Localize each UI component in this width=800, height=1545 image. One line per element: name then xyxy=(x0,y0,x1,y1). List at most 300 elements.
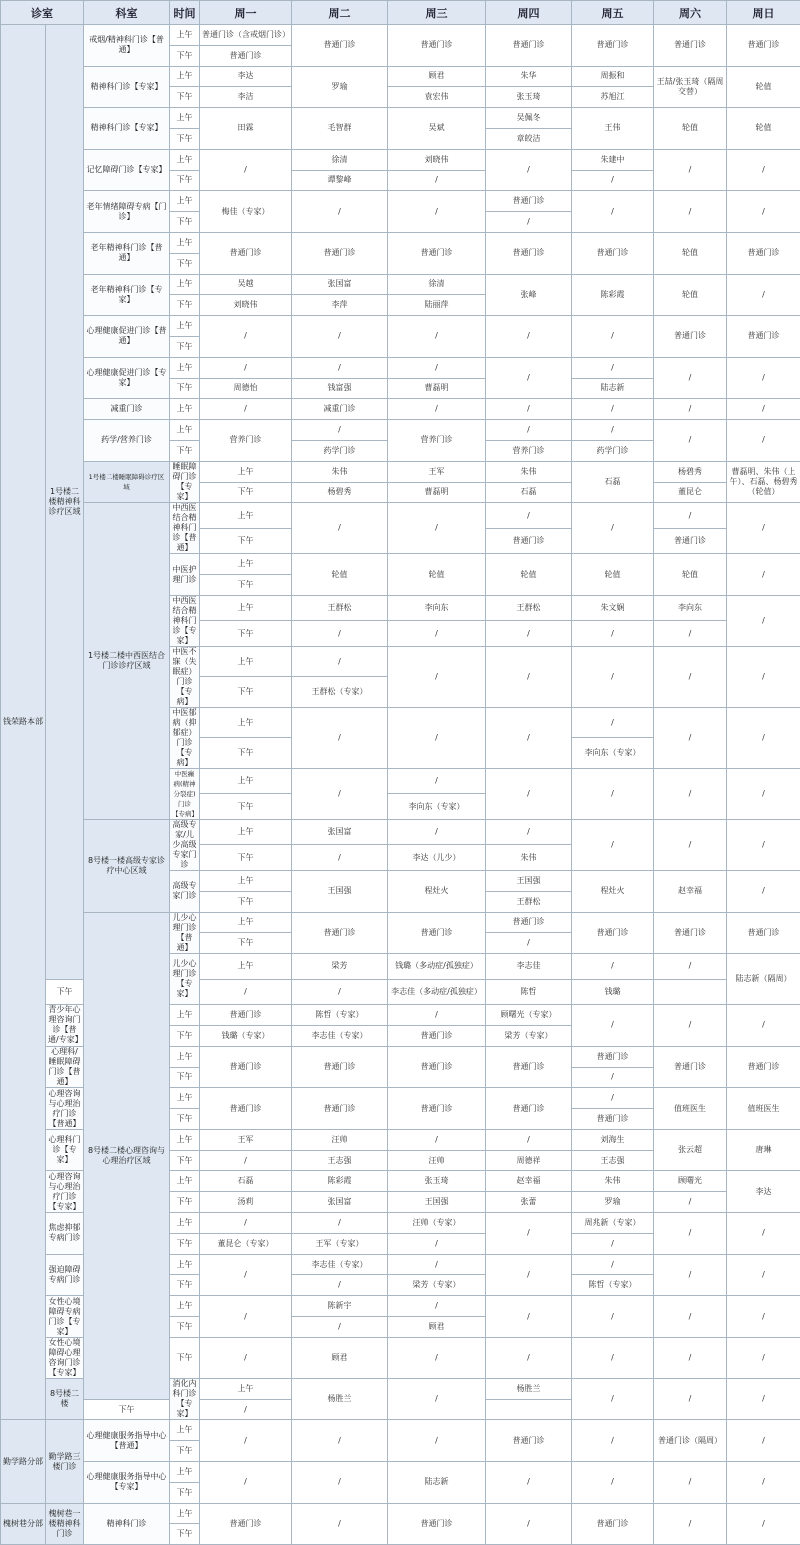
time-cell: 下午 xyxy=(170,1233,200,1254)
schedule-cell: 王伟 xyxy=(572,108,654,150)
schedule-cell: 顾曙光（专家） xyxy=(486,1005,572,1026)
schedule-cell: / xyxy=(654,1503,727,1545)
time-cell: 上午 xyxy=(200,503,292,529)
schedule-cell: 周德祥 xyxy=(486,1150,572,1171)
schedule-row xyxy=(1,1420,800,1441)
schedule-cell: / xyxy=(572,1462,654,1504)
schedule-cell: 刘晓伟 xyxy=(388,149,486,170)
schedule-cell: 曹磊明、朱伟（上午）、石磊、杨碧秀（轮值） xyxy=(727,461,800,503)
schedule-cell: 徐清 xyxy=(388,274,486,295)
schedule-cell: 张国富 xyxy=(292,274,388,295)
schedule-cell: / xyxy=(654,1378,727,1420)
schedule-cell: 普通门诊 xyxy=(388,1046,486,1088)
schedule-cell: 普通门诊 xyxy=(654,1046,727,1088)
schedule-cell: / xyxy=(200,1296,292,1338)
schedule-cell: 梁芳（专家） xyxy=(388,1275,486,1296)
schedule-cell: 董昆仑 xyxy=(654,482,727,503)
time-cell: 上午 xyxy=(170,1005,200,1026)
header-wednesday: 周三 xyxy=(388,1,486,25)
schedule-cell: 赵幸福 xyxy=(654,870,727,912)
schedule-cell: 轮值 xyxy=(654,274,727,316)
department-cell: 心理科/睡眠障碍门诊【普通】 xyxy=(46,1046,84,1088)
schedule-cell: / xyxy=(200,399,292,420)
time-cell: 上午 xyxy=(200,1378,292,1399)
schedule-cell: / xyxy=(572,1067,654,1088)
time-cell: 下午 xyxy=(84,1399,170,1420)
schedule-cell: 值班医生 xyxy=(727,1088,800,1130)
schedule-cell: 普通门诊 xyxy=(200,1005,292,1026)
schedule-cell: / xyxy=(200,1213,292,1234)
schedule-cell: / xyxy=(486,621,572,647)
schedule-cell: 王喆/张玉琦（隔周交替） xyxy=(654,66,727,108)
schedule-cell: / xyxy=(654,819,727,870)
schedule-cell: / xyxy=(572,1254,654,1275)
schedule-cell: 张峰 xyxy=(486,274,572,316)
schedule-cell: 徐清 xyxy=(292,149,388,170)
schedule-cell: 钱璐（多动症/孤独症） xyxy=(388,954,486,980)
time-cell: 下午 xyxy=(170,170,200,191)
department-cell: 老年情绪障碍专病【门诊】 xyxy=(84,191,170,233)
department-cell: 戒烟/精神科门诊【普通】 xyxy=(84,25,170,67)
schedule-cell: 王国强 xyxy=(388,1192,486,1213)
schedule-cell: 轮值 xyxy=(572,554,654,596)
schedule-cell: 石磊 xyxy=(200,1171,292,1192)
time-cell: 下午 xyxy=(170,1192,200,1213)
department-cell: 老年精神科门诊【普通】 xyxy=(84,232,170,274)
time-cell: 下午 xyxy=(200,794,292,820)
schedule-cell: / xyxy=(388,1378,486,1420)
schedule-cell: / xyxy=(727,768,800,819)
schedule-cell: 周兆新（专家） xyxy=(572,1213,654,1234)
time-cell: 下午 xyxy=(170,1317,200,1338)
schedule-cell: / xyxy=(388,1005,486,1026)
schedule-cell: / xyxy=(200,1150,292,1171)
schedule-cell: 药学门诊 xyxy=(292,440,388,461)
schedule-cell: / xyxy=(200,1399,292,1420)
schedule-cell: / xyxy=(727,1462,800,1504)
department-cell: 中医不寐（失眠症）门诊【专病】 xyxy=(170,646,200,707)
schedule-cell: 普通门诊 xyxy=(200,1046,292,1088)
schedule-cell: 章皎洁 xyxy=(486,128,572,149)
schedule-cell: / xyxy=(727,1503,800,1545)
time-cell: 上午 xyxy=(170,149,200,170)
time-cell: 上午 xyxy=(200,870,292,891)
header-time: 时间 xyxy=(170,1,200,25)
schedule-cell: 陈哲（专家） xyxy=(292,1005,388,1026)
schedule-cell: 程灶火 xyxy=(572,870,654,912)
header-tuesday: 周二 xyxy=(292,1,388,25)
time-cell: 下午 xyxy=(200,933,292,954)
schedule-cell: / xyxy=(654,357,727,399)
time-cell: 下午 xyxy=(200,891,292,912)
schedule-cell: 朱华 xyxy=(486,66,572,87)
schedule-cell: 普通门诊 xyxy=(654,316,727,358)
schedule-cell: 轮值 xyxy=(727,108,800,150)
area-cell: 1号楼二楼睡眠障碍诊疗区域 xyxy=(84,461,170,503)
schedule-cell: 毛智群 xyxy=(292,108,388,150)
campus-cell: 钱荣路本部 xyxy=(1,25,46,1420)
schedule-cell: 曹磊明 xyxy=(388,378,486,399)
department-cell: 中医郁病（抑郁症）门诊【专病】 xyxy=(170,707,200,768)
time-cell: 下午 xyxy=(200,528,292,554)
schedule-cell: 王志强 xyxy=(292,1150,388,1171)
schedule-cell: 刘海生 xyxy=(572,1129,654,1150)
schedule-cell: / xyxy=(572,1005,654,1047)
schedule-cell: / xyxy=(727,819,800,870)
schedule-cell: 普通门诊 xyxy=(292,25,388,67)
schedule-cell: / xyxy=(654,1462,727,1504)
area-cell: 勤学路三楼门诊 xyxy=(46,1420,84,1503)
department-cell: 女性心境障碍心理咨询门诊【专家】 xyxy=(46,1337,84,1378)
schedule-cell: 王群松 xyxy=(486,891,572,912)
schedule-cell: 朱伟 xyxy=(486,461,572,482)
schedule-cell: 普通门诊 xyxy=(486,912,572,933)
time-cell: 上午 xyxy=(170,1296,200,1317)
time-cell: 上午 xyxy=(170,1254,200,1275)
schedule-cell: / xyxy=(486,768,572,819)
time-cell: 上午 xyxy=(200,646,292,677)
schedule-cell: 汪帅（专家） xyxy=(388,1213,486,1234)
schedule-cell: / xyxy=(292,845,388,871)
schedule-cell: 李志佳（专家） xyxy=(292,1025,388,1046)
schedule-cell: 王军（专家） xyxy=(292,1233,388,1254)
schedule-cell: / xyxy=(486,1254,572,1296)
schedule-cell: 普通门诊 xyxy=(654,912,727,954)
schedule-row xyxy=(1,461,800,482)
schedule-cell: / xyxy=(572,1337,654,1378)
header-clinic-area: 诊室 xyxy=(1,1,84,25)
time-cell: 下午 xyxy=(200,575,292,596)
time-cell: 下午 xyxy=(170,128,200,149)
time-cell: 下午 xyxy=(170,1067,200,1088)
header-thursday: 周四 xyxy=(486,1,572,25)
department-cell: 中西医结合精神科门诊【专家】 xyxy=(170,595,200,646)
area-cell: 8号楼二楼心理咨询与心理治疗区域 xyxy=(84,912,170,1399)
schedule-cell: 杨胜兰 xyxy=(292,1378,388,1420)
schedule-cell: 朱伟 xyxy=(292,461,388,482)
area-cell: 1号楼二楼精神科诊疗区域 xyxy=(46,25,84,980)
department-cell: 儿少心理门诊【专家】 xyxy=(170,954,200,1005)
schedule-row xyxy=(1,399,800,420)
department-cell: 高级专家门诊 xyxy=(170,870,200,912)
department-cell: 心理健康促进门诊【普通】 xyxy=(84,316,170,358)
schedule-cell: 值班医生 xyxy=(654,1088,727,1130)
schedule-cell: / xyxy=(654,503,727,529)
schedule-cell: 轮值 xyxy=(388,554,486,596)
schedule-cell: 轮值 xyxy=(654,554,727,596)
area-cell: 槐树巷一楼精神科门诊 xyxy=(46,1503,84,1545)
schedule-cell: 顾君 xyxy=(388,66,486,87)
time-cell: 上午 xyxy=(200,819,292,845)
schedule-cell: 普通门诊 xyxy=(388,232,486,274)
schedule-cell: / xyxy=(292,768,388,819)
schedule-cell: 普通门诊 xyxy=(200,1088,292,1130)
schedule-cell: 普通门诊 xyxy=(292,232,388,274)
department-cell: 老年精神科门诊【专家】 xyxy=(84,274,170,316)
time-cell: 上午 xyxy=(200,912,292,933)
schedule-cell: / xyxy=(388,1254,486,1275)
schedule-cell: / xyxy=(292,420,388,441)
schedule-cell: / xyxy=(572,1420,654,1462)
schedule-cell: / xyxy=(654,1213,727,1255)
schedule-cell: / xyxy=(486,819,572,845)
schedule-cell: 田霖 xyxy=(200,108,292,150)
schedule-cell: 梁芳（专家） xyxy=(486,1025,572,1046)
schedule-cell: 营养门诊 xyxy=(388,420,486,462)
schedule-cell: / xyxy=(486,316,572,358)
schedule-cell: / xyxy=(572,170,654,191)
schedule-cell: / xyxy=(292,1462,388,1504)
schedule-cell: 减重门诊 xyxy=(292,399,388,420)
schedule-cell: 张玉琦 xyxy=(486,87,572,108)
schedule-cell: 钱璐（专家） xyxy=(200,1025,292,1046)
schedule-cell: / xyxy=(486,399,572,420)
department-cell: 中医护理门诊 xyxy=(170,554,200,596)
schedule-cell: 普通门诊 xyxy=(727,25,800,67)
schedule-cell: 王志强 xyxy=(572,1150,654,1171)
campus-cell: 槐树巷分部 xyxy=(1,1503,46,1545)
schedule-cell: 普通门诊 xyxy=(572,25,654,67)
schedule-cell: 朱文娴 xyxy=(572,595,654,621)
schedule-cell: 朱伟 xyxy=(572,1171,654,1192)
schedule-cell: 普通门诊 xyxy=(654,25,727,67)
schedule-cell: / xyxy=(727,1005,800,1047)
time-cell: 下午 xyxy=(170,1275,200,1296)
schedule-cell: / xyxy=(572,1296,654,1338)
schedule-cell: / xyxy=(486,149,572,191)
schedule-row xyxy=(1,108,800,129)
schedule-cell: 张蕾 xyxy=(486,1192,572,1213)
schedule-cell: 袁宏伟 xyxy=(388,87,486,108)
schedule-cell: / xyxy=(486,420,572,441)
schedule-cell: / xyxy=(572,954,654,980)
schedule-cell: 李达 xyxy=(727,1171,800,1213)
schedule-cell: 轮值 xyxy=(727,66,800,108)
schedule-row xyxy=(1,912,800,933)
schedule-cell: 普通门诊 xyxy=(388,1025,486,1046)
schedule-cell: / xyxy=(727,595,800,646)
schedule-cell: 普通门诊 xyxy=(486,1420,572,1462)
schedule-cell: 钱璐 xyxy=(572,979,654,1005)
schedule-cell: / xyxy=(654,646,727,707)
schedule-cell: 李洁 xyxy=(200,87,292,108)
schedule-body xyxy=(1,25,800,1545)
schedule-cell: / xyxy=(486,357,572,399)
time-cell: 上午 xyxy=(170,1088,200,1109)
schedule-cell: / xyxy=(486,1296,572,1338)
schedule-cell: / xyxy=(200,1337,292,1378)
schedule-cell: / xyxy=(572,768,654,819)
time-cell: 下午 xyxy=(170,295,200,316)
schedule-cell: / xyxy=(654,621,727,647)
schedule-cell: / xyxy=(200,316,292,358)
schedule-cell: / xyxy=(572,621,654,647)
schedule-cell: / xyxy=(486,1129,572,1150)
schedule-cell: / xyxy=(727,1213,800,1255)
time-cell: 上午 xyxy=(170,108,200,129)
schedule-cell: 普通门诊 xyxy=(727,316,800,358)
schedule-cell: 罗瑜 xyxy=(292,66,388,108)
schedule-cell: 普通门诊 xyxy=(572,1109,654,1130)
schedule-cell: 普通门诊 xyxy=(572,912,654,954)
schedule-cell: / xyxy=(292,1213,388,1234)
schedule-cell: / xyxy=(292,191,388,233)
schedule-cell: / xyxy=(486,646,572,707)
department-cell: 女性心境障碍专病门诊【专家】 xyxy=(46,1296,84,1338)
schedule-row xyxy=(1,66,800,87)
schedule-cell: / xyxy=(292,1275,388,1296)
schedule-cell: 王军 xyxy=(388,461,486,482)
schedule-cell: / xyxy=(388,707,486,768)
time-cell: 下午 xyxy=(170,336,200,357)
schedule-cell: 刘晓伟 xyxy=(200,295,292,316)
header-department: 科室 xyxy=(84,1,170,25)
schedule-cell: / xyxy=(654,1337,727,1378)
schedule-cell: 王国强 xyxy=(292,870,388,912)
schedule-cell: / xyxy=(200,149,292,191)
schedule-cell: 普通门诊 xyxy=(572,232,654,274)
schedule-cell: / xyxy=(486,1213,572,1255)
schedule-cell: 轮值 xyxy=(654,232,727,274)
schedule-cell: 普通门诊（含戒烟门诊） xyxy=(200,25,292,46)
schedule-cell: / xyxy=(388,357,486,378)
schedule-cell: / xyxy=(727,357,800,399)
schedule-cell: 李达 xyxy=(200,66,292,87)
time-cell: 上午 xyxy=(170,1046,200,1067)
header-row xyxy=(1,1,800,25)
schedule-row xyxy=(1,191,800,212)
schedule-row xyxy=(1,149,800,170)
department-cell: 睡眠障碍门诊【专家】 xyxy=(170,461,200,503)
time-cell: 上午 xyxy=(200,707,292,738)
time-cell: 上午 xyxy=(170,1171,200,1192)
schedule-cell: / xyxy=(727,503,800,554)
schedule-row xyxy=(1,25,800,46)
schedule-cell: 普通门诊 xyxy=(200,1503,292,1545)
schedule-cell: 汪帅 xyxy=(292,1129,388,1150)
schedule-cell: 李向东（专家） xyxy=(572,738,654,769)
time-cell: 下午 xyxy=(170,1441,200,1462)
schedule-cell: 顾君 xyxy=(388,1317,486,1338)
schedule-cell: / xyxy=(572,191,654,233)
time-cell: 上午 xyxy=(170,1213,200,1234)
schedule-cell: 唐琳 xyxy=(727,1129,800,1171)
time-cell: 上午 xyxy=(200,954,292,980)
schedule-cell: 普通门诊 xyxy=(727,1046,800,1088)
time-cell: 下午 xyxy=(200,621,292,647)
area-cell: 8号楼二楼 xyxy=(46,1378,84,1420)
schedule-cell: / xyxy=(388,170,486,191)
time-cell: 上午 xyxy=(170,399,200,420)
schedule-cell: 陈哲 xyxy=(486,979,572,1005)
schedule-cell: / xyxy=(654,707,727,768)
schedule-cell: / xyxy=(388,1296,486,1317)
schedule-cell: / xyxy=(572,357,654,378)
department-cell: 中医癫病(精神分裂症)门诊【专病】 xyxy=(170,768,200,819)
schedule-cell: / xyxy=(654,954,727,980)
schedule-cell: / xyxy=(727,274,800,316)
schedule-cell: 李志佳（专家） xyxy=(292,1254,388,1275)
time-cell: 下午 xyxy=(200,482,292,503)
schedule-cell: 王国强 xyxy=(486,870,572,891)
time-cell: 下午 xyxy=(200,738,292,769)
schedule-cell: 王军 xyxy=(200,1129,292,1150)
schedule-cell: / xyxy=(388,1420,486,1462)
time-cell: 上午 xyxy=(170,232,200,253)
schedule-cell: / xyxy=(388,191,486,233)
schedule-cell: 李向东 xyxy=(388,595,486,621)
schedule-cell: 李达（儿少） xyxy=(388,845,486,871)
department-cell: 心理咨询与心理治疗门诊【专家】 xyxy=(46,1171,84,1213)
schedule-cell: / xyxy=(388,399,486,420)
schedule-cell: / xyxy=(727,399,800,420)
schedule-cell: / xyxy=(654,768,727,819)
schedule-cell: 普通门诊 xyxy=(486,1046,572,1088)
schedule-row xyxy=(1,1462,800,1483)
schedule-cell: / xyxy=(727,707,800,768)
time-cell: 上午 xyxy=(200,768,292,794)
department-cell: 青少年心理咨询门诊【普通/专家】 xyxy=(46,1005,84,1047)
schedule-cell: / xyxy=(388,646,486,707)
schedule-cell: / xyxy=(292,503,388,554)
schedule-cell: 李向东（专家） xyxy=(388,794,486,820)
schedule-cell: 陈哲（专家） xyxy=(572,1275,654,1296)
schedule-cell: 陆丽萍 xyxy=(388,295,486,316)
department-cell: 强迫障碍专病门诊 xyxy=(46,1254,84,1296)
schedule-cell: / xyxy=(654,191,727,233)
schedule-cell: / xyxy=(727,1420,800,1462)
schedule-cell: 杨胜兰 xyxy=(486,1378,572,1399)
schedule-cell: / xyxy=(727,870,800,912)
schedule-cell: / xyxy=(727,646,800,707)
schedule-cell: / xyxy=(654,399,727,420)
schedule-cell: 钱富强 xyxy=(292,378,388,399)
schedule-cell: 普通门诊 xyxy=(727,912,800,954)
schedule-cell: 李志佳 xyxy=(486,954,572,980)
schedule-row xyxy=(1,503,800,529)
schedule-cell: / xyxy=(388,1337,486,1378)
schedule-row xyxy=(1,357,800,378)
time-cell: 下午 xyxy=(170,1109,200,1130)
schedule-cell: / xyxy=(486,1337,572,1378)
schedule-cell: 普通门诊 xyxy=(388,1503,486,1545)
department-cell: 焦虑抑郁专病门诊 xyxy=(46,1213,84,1255)
time-cell: 上午 xyxy=(170,357,200,378)
time-cell: 下午 xyxy=(170,440,200,461)
department-cell: 高级专家/儿少高级专家门诊 xyxy=(170,819,200,870)
schedule-cell: 营养门诊 xyxy=(200,420,292,462)
department-cell: 精神科门诊 xyxy=(84,1503,170,1545)
schedule-cell: / xyxy=(388,316,486,358)
schedule-row xyxy=(1,316,800,337)
schedule-cell: 陈彩霞 xyxy=(572,274,654,316)
schedule-cell: 普通门诊 xyxy=(486,191,572,212)
schedule-cell: / xyxy=(292,646,388,677)
time-cell: 上午 xyxy=(170,420,200,441)
schedule-cell: 朱伟 xyxy=(486,845,572,871)
schedule-cell: / xyxy=(486,212,572,233)
schedule-cell: 普通门诊 xyxy=(727,232,800,274)
schedule-cell: 董昆仑（专家） xyxy=(200,1233,292,1254)
schedule-cell: / xyxy=(200,1420,292,1462)
time-cell: 下午 xyxy=(170,45,200,66)
schedule-cell: 李萍 xyxy=(292,295,388,316)
time-cell: 上午 xyxy=(200,595,292,621)
time-cell: 上午 xyxy=(170,1503,200,1524)
time-cell: 下午 xyxy=(170,1025,200,1046)
schedule-cell: / xyxy=(572,399,654,420)
time-cell: 下午 xyxy=(170,1337,200,1378)
